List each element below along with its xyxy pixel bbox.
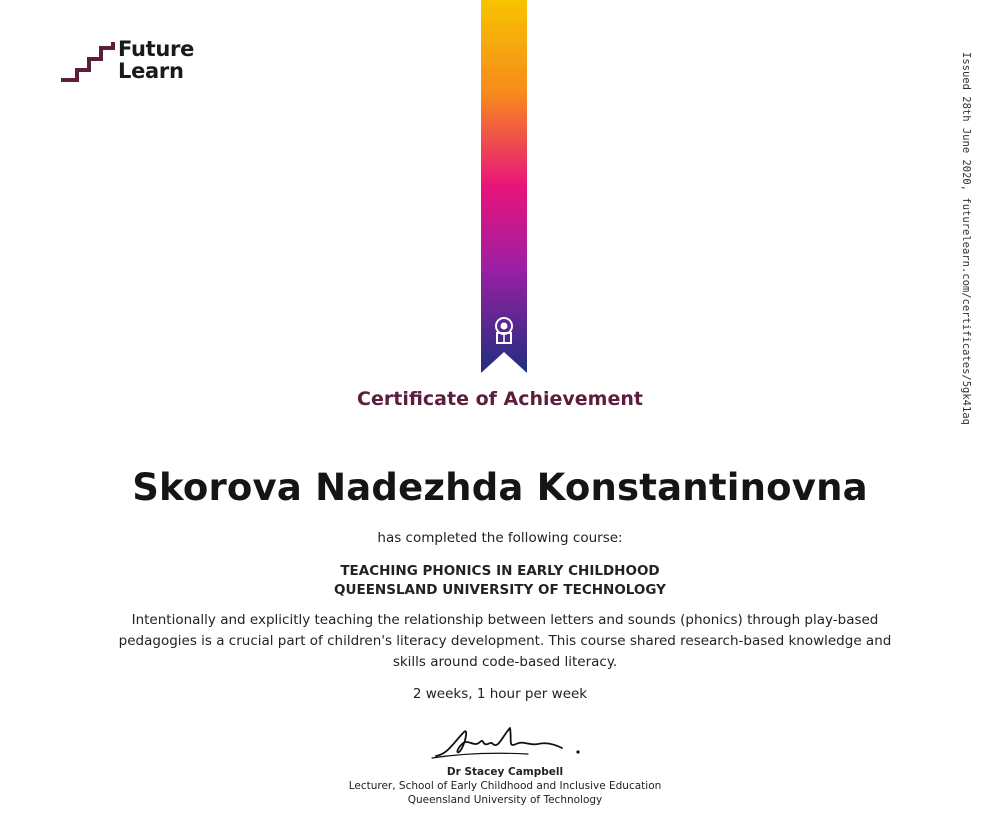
recipient-name: Skorova Nadezhda Konstantinovna [132,466,868,509]
course-block [0,562,1000,600]
course-duration: 2 weeks, 1 hour per week [412,686,588,702]
course-title: TEACHING PHONICS IN EARLY CHILDHOOD [340,563,660,579]
course-description: Intentionally and explicitly teaching the relationship between letters and sounds (phonics) through play-based pedagogies is a crucial part of children's literacy development. This course shared research-based knowledge and skills around code-based literacy. [118,612,892,670]
certificate-ribbon [0,0,1000,400]
course-institution: QUEENSLAND UNIVERSITY OF TECHNOLOGY [334,582,666,598]
signer-block [0,765,1000,807]
signer-institution: Queensland University of Technology [407,794,603,806]
brand-line-1: Future [118,37,195,61]
signer-name: Dr Stacey Campbell [446,766,564,778]
issued-text: Issued 28th June 2020, futurelearn.com/certificates/5gk41aq [960,52,972,425]
issued-note [948,52,986,425]
signature-icon [428,718,588,766]
brand-line-2: Learn [118,59,184,83]
signer-role: Lecturer, School of Early Childhood and Inclusive Education [348,780,662,792]
certificate-title: Certificate of Achievement [357,388,643,410]
completed-text: has completed the following course: [377,530,623,546]
